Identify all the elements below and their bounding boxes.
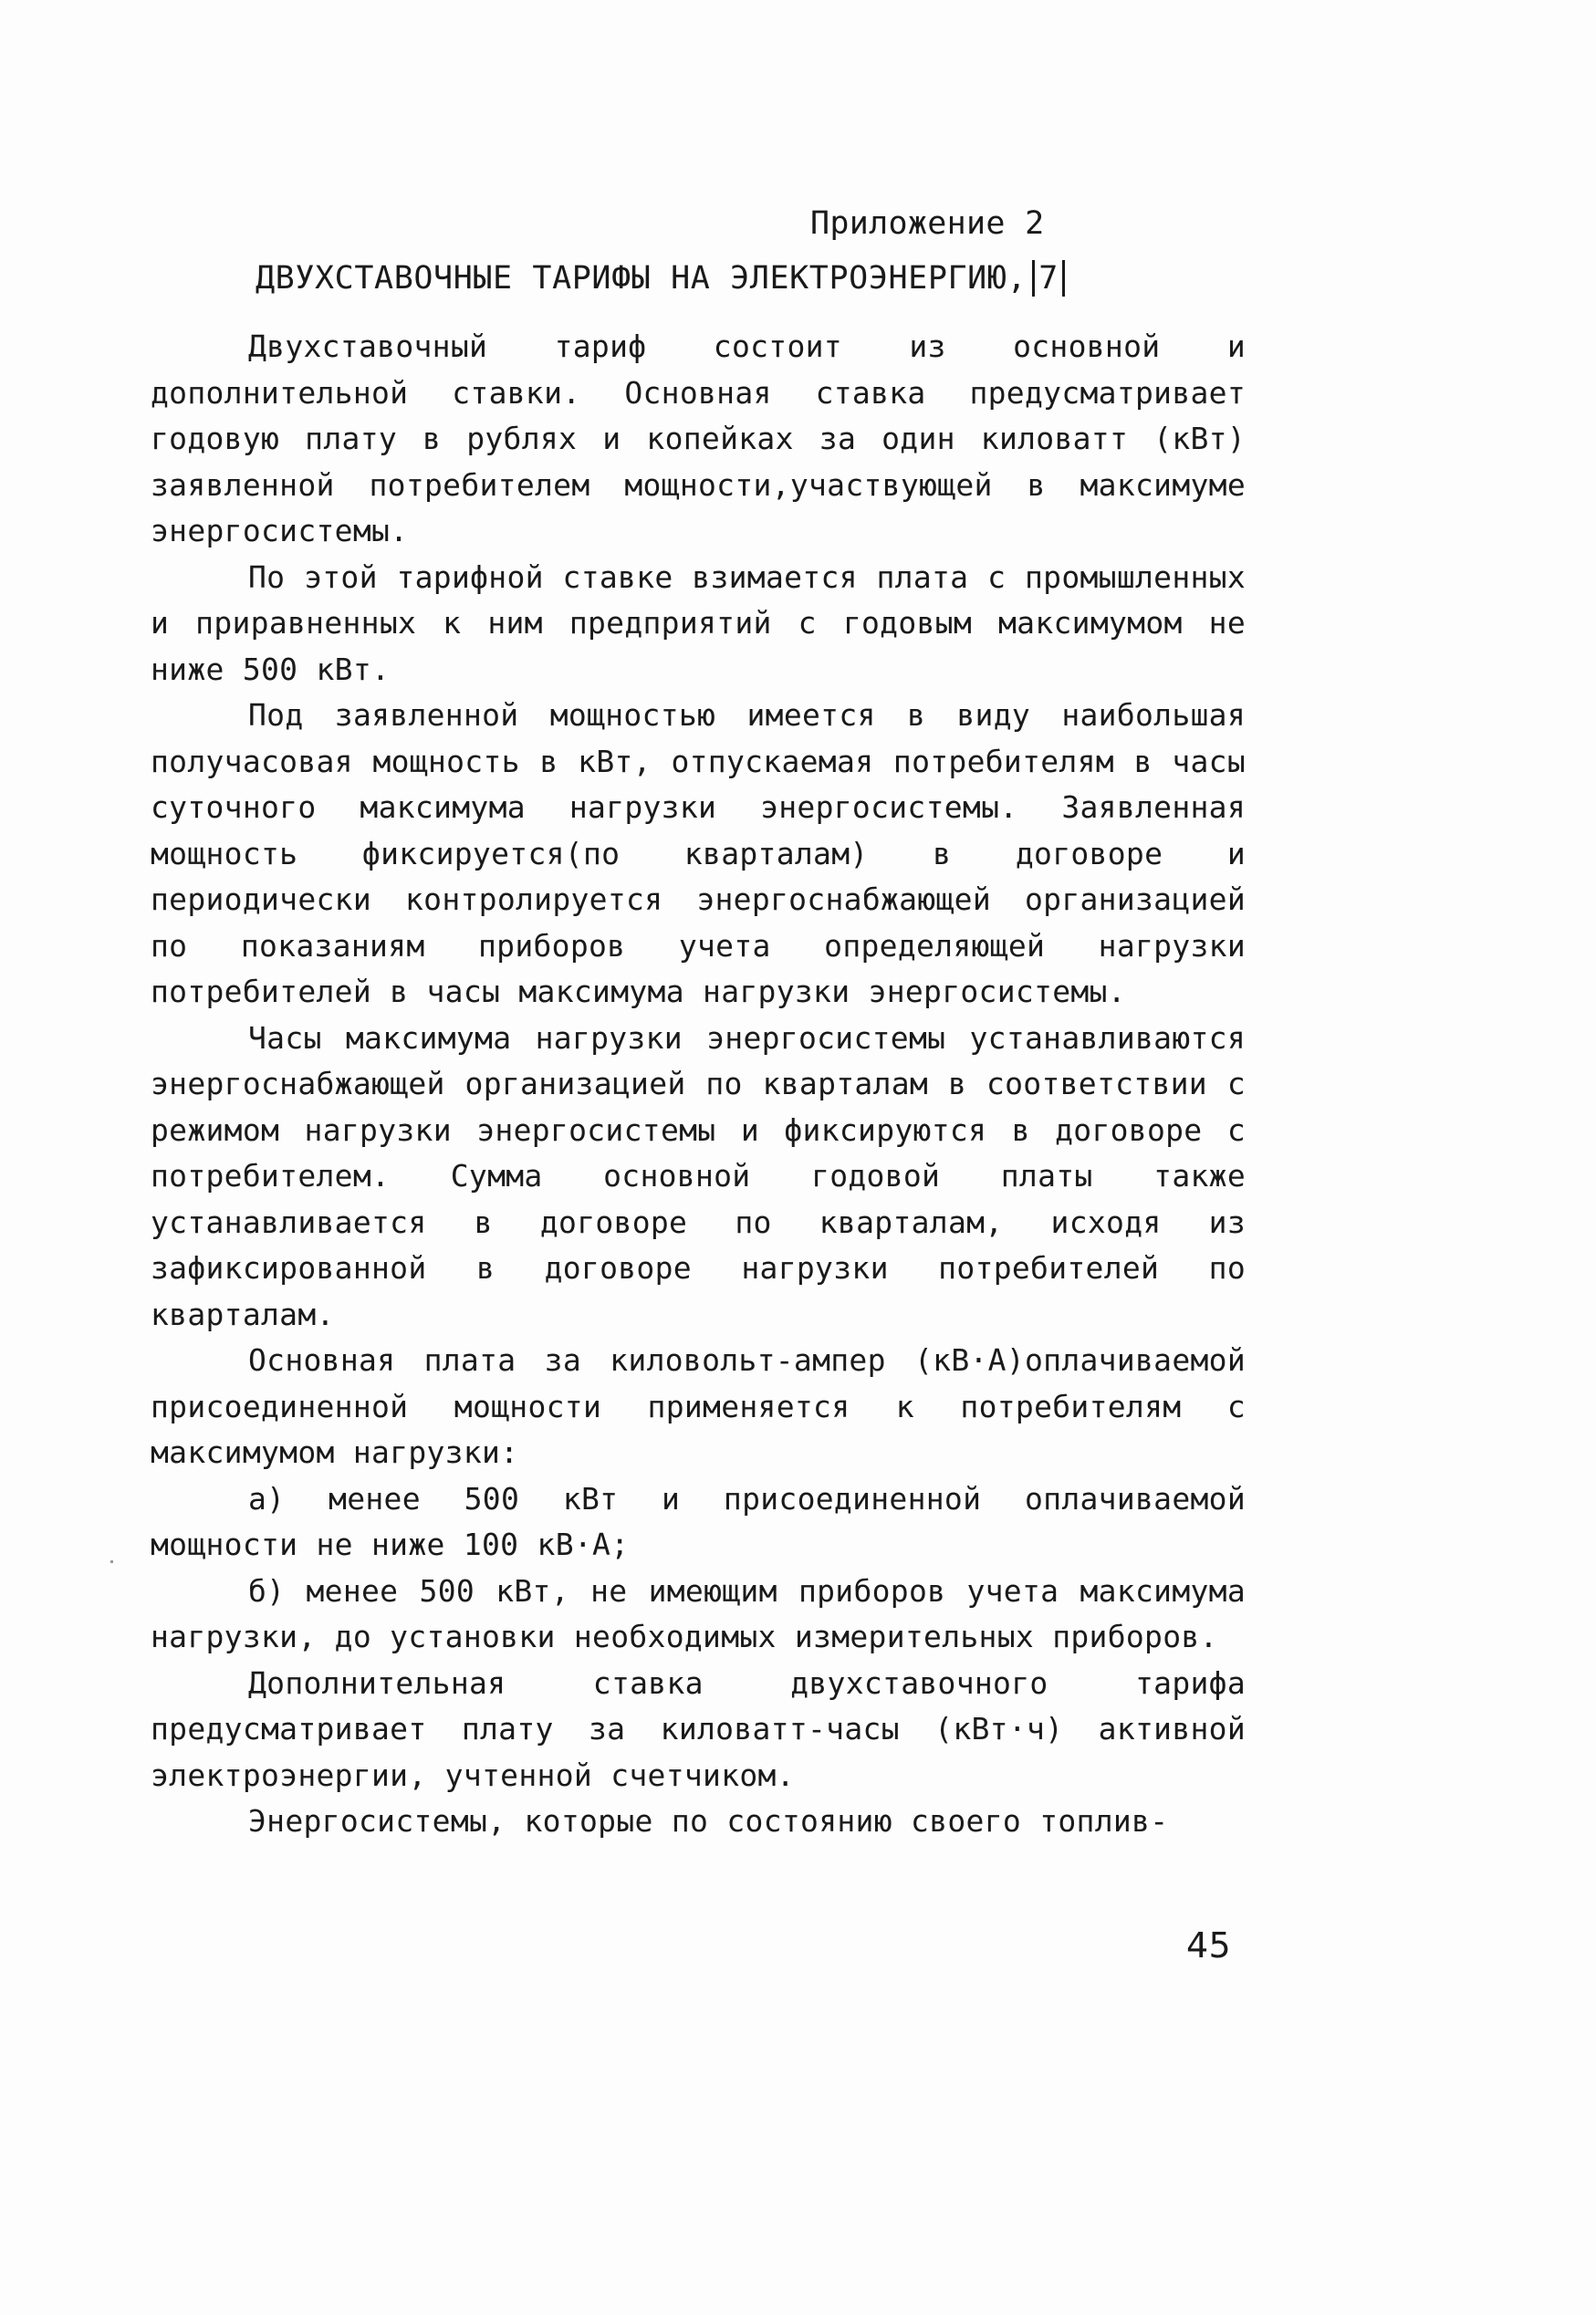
paragraph-rate-applicability: По этой тарифной ставке взимается плата с промышленных и приравненных к ним предприятий с годовым максимумом не ниже 500 кВт. (151, 558, 1246, 687)
list-item-b: б) менее 500 кВт, не имеющим приборов учета максимума нагрузки, до установки необходимых измерительных приборов. (151, 1572, 1246, 1654)
section-heading (256, 260, 1065, 297)
margin-mark (110, 1560, 113, 1563)
paragraph-kva-payment: Основная плата за киловольт-ампер (кВ·А)оплачиваемой присоединенной мощности применяется к потребителям с максимумом нагрузки: (151, 1342, 1246, 1470)
paragraph-two-rate-tariff: Двухставочный тариф состоит из основной и дополнительной ставки. Основная ставка предусматривает годовую плату в рублях и копейках за один киловатт (кВт) заявленной потребителем мощности,участвующей в максимуме энергосистемы. (151, 328, 1246, 548)
page-number: 45 (1186, 1925, 1231, 1966)
list-item-a: а) менее 500 кВт и присоединенной оплачиваемой мощности не ниже 100 кВ·А; (151, 1480, 1246, 1562)
paragraph-energy-systems: Энергосистемы, которые по состоянию своего топлив- (248, 1803, 1169, 1839)
heading-title: ДВУХСТАВОЧНЫЕ ТАРИФЫ НА ЭЛЕКТРОЭНЕРГИЮ, (256, 260, 1027, 297)
paragraph-additional-rate: Дополнительная ставка двухставочного тарифа предусматривает плату за киловатт-часы (кВт·ч) активной электроэнергии, учтенной счетчиком. (151, 1664, 1246, 1793)
paragraph-declared-power: Под заявленной мощностью имеется в виду наибольшая получасовая мощность в кВт, отпускаемая потребителям в часы суточного максимума нагрузки энергосистемы. Заявленная мощность фиксируется(по кварталам) в договоре и периодически контролируется энергоснабжающей организацией по показаниям приборов учета определяющей нагрузки потребителей в часы максимума нагрузки энергосистемы. (151, 697, 1246, 1009)
paragraph-peak-hours: Часы максимума нагрузки энергосистемы устанавливаются энергоснабжающей организацией по кварталам в соответствии с режимом нагрузки энергосистемы и фиксируются в договоре с потребителем. Сумма основной годовой платы также устанавливается в договоре по кварталам, исходя из зафиксированной в договоре нагрузки потребителей по кварталам. (151, 1019, 1246, 1332)
appendix-label: Приложение 2 (810, 205, 1045, 242)
body-text (151, 324, 1246, 1845)
reference-marker: 7 (1032, 260, 1065, 297)
